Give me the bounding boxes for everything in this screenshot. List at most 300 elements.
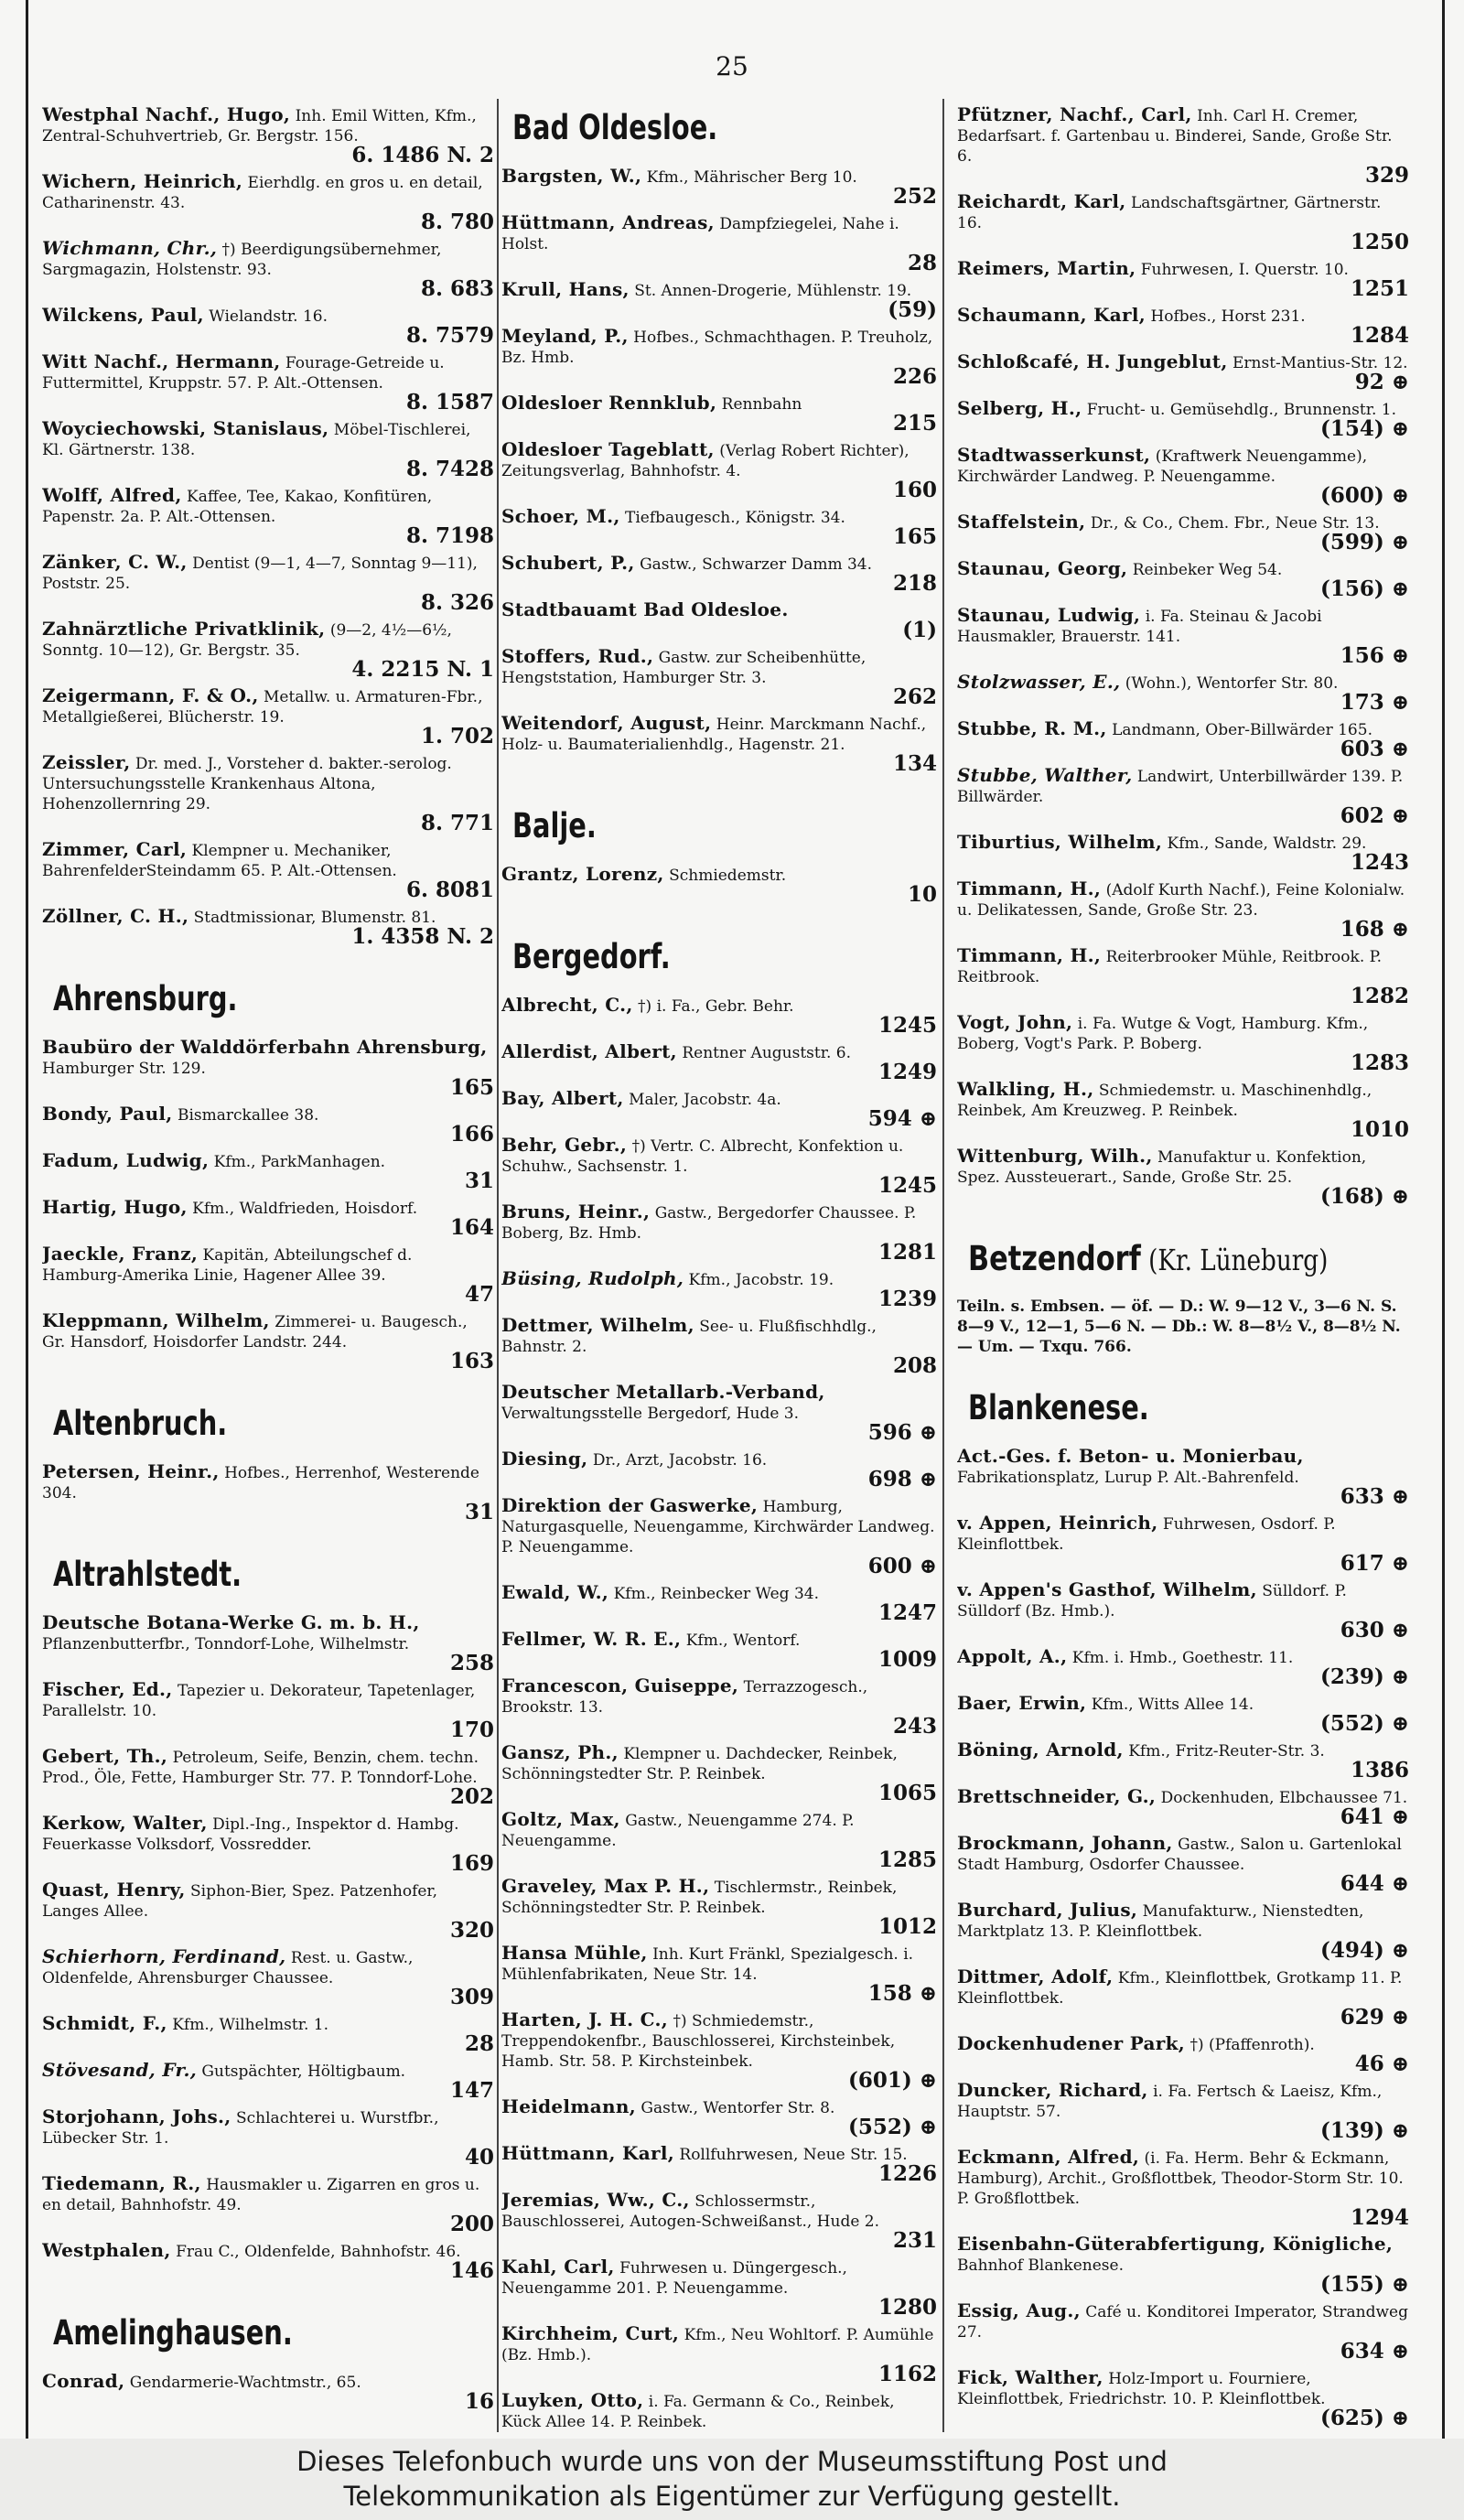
listing-name: Essig, Aug.,: [957, 2299, 1081, 2321]
listing-details: Dr. med. J., Vorsteher d. bakter.-serolog. Untersuchungsstelle Krankenhaus Altona, Hohenzollernring 29.: [42, 755, 452, 813]
phone-number: (1): [902, 618, 937, 642]
listing-name: Baer, Erwin,: [957, 1692, 1087, 1714]
listing-details: Rollfuhrwesen, Neue Str. 15.: [679, 2146, 908, 2164]
listing-name: Wichmann, Chr.,: [42, 237, 218, 259]
listing-name: Kirchheim, Curt,: [501, 2322, 680, 2344]
listing-entry: [957, 191, 1411, 253]
phone-number: 698 ⊕: [867, 1467, 937, 1492]
listing-name: Zeissler,: [42, 751, 131, 773]
phone-number: 641 ⊕: [1340, 1804, 1409, 1829]
listing-entry: [501, 1088, 939, 1130]
phone-number: 163: [449, 1349, 494, 1373]
listing-name: Duncker, Richard,: [957, 2079, 1148, 2101]
listing-details: Stadtmissionar, Blumenstr. 81.: [193, 909, 436, 927]
listing-entry: [42, 305, 496, 347]
phone-number: 329: [1364, 163, 1409, 188]
listing-name: Gansz, Ph.,: [501, 1741, 619, 1763]
listing-name: Jaeckle, Franz,: [42, 1243, 199, 1265]
listing-name: v. Appen's Gasthof, Wilhelm,: [957, 1578, 1257, 1600]
listing-entry: [42, 1150, 496, 1192]
listing-details: Terrazzogesch., Brookstr. 13.: [501, 1678, 868, 1717]
listing-name: Zahnärztliche Privatklinik,: [42, 618, 326, 640]
listing-entry: [42, 104, 496, 167]
section-heading: [512, 937, 845, 976]
listing-entry: [957, 104, 1411, 187]
listing-name: Schierhorn, Ferdinand,: [42, 1945, 286, 1967]
phone-number: 1285: [877, 1847, 937, 1872]
listing-details: Gastw., Schwarzer Damm 34.: [640, 555, 873, 574]
phone-number: 262: [892, 684, 937, 709]
listing-name: Woyciechowski, Stanislaus,: [42, 417, 329, 439]
phone-number: 169: [449, 1851, 494, 1876]
listing-entry: [501, 1382, 939, 1444]
listing-entry: [501, 864, 939, 906]
listing-entry: [501, 166, 939, 208]
listing-entry: [42, 2106, 496, 2169]
phone-number: 165: [449, 1075, 494, 1100]
phone-number: 218: [892, 571, 937, 596]
phone-number: 46 ⊕: [1354, 2052, 1409, 2076]
listing-name: Stolzwasser, E.,: [957, 671, 1121, 693]
listing-details: Tiefbaugesch., Königstr. 34.: [625, 509, 845, 527]
listing-details: Kfm., Fritz-Reuter-Str. 3.: [1128, 1742, 1325, 1761]
section-heading: [512, 108, 845, 147]
listing-details: Dampfziegelei, Nahe i. Holst.: [501, 215, 899, 253]
listing-details: Reinbeker Weg 54.: [1132, 561, 1283, 579]
listing-entry: [501, 1201, 939, 1264]
listing-entry: [957, 512, 1411, 554]
listing-details: Rest. u. Gastw., Oldenfelde, Ahrensburger Chaussee.: [42, 1949, 414, 1987]
phone-number: 630 ⊕: [1340, 1618, 1409, 1642]
listing-name: Reimers, Martin,: [957, 257, 1136, 279]
phone-number: 1245: [877, 1013, 937, 1038]
listing-details: Tischlermstr., Reinbek, Schönningstedter Str. P. Reinbek.: [501, 1879, 898, 1917]
listing-name: Dittmer, Adolf,: [957, 1965, 1114, 1987]
phone-number: 28: [907, 251, 937, 275]
section-name: Betzendorf: [968, 1239, 1141, 1278]
listing-entry: [501, 713, 939, 775]
listing-entry: [501, 1943, 939, 2005]
listing-details: Kapitän, Abteilungschef d. Hamburg-Amerika Linie, Hagener Allee 39.: [42, 1246, 413, 1285]
listing-details: Landmann, Ober-Billwärder 165.: [1112, 721, 1372, 739]
phone-number: 8. 7579: [405, 323, 494, 348]
phone-number: 10: [907, 882, 937, 907]
phone-number: 28: [464, 2031, 494, 2056]
listing-details: (i. Fa. Herm. Behr & Eckmann, Hamburg), Archit., Großflottbek, Theodor-Storm Str. 10. P. Großflottbek.: [957, 2149, 1404, 2208]
listing-details: Gutspächter, Höltigbaum.: [201, 2062, 406, 2081]
listing-details: Hofbes., Horst 231.: [1150, 307, 1306, 326]
listing-entry: [501, 279, 939, 321]
listing-name: Appolt, A.,: [957, 1645, 1068, 1667]
phone-number: (625) ⊕: [1319, 2406, 1409, 2428]
section-heading: [968, 1239, 1331, 1278]
listing-name: Graveley, Max P. H.,: [501, 1875, 710, 1897]
listing-name: Westphal Nachf., Hugo,: [42, 104, 291, 125]
listing-details: (Kraftwerk Neuengamme), Kirchwärder Landweg. P. Neuengamme.: [957, 447, 1368, 486]
listing-entry: [501, 2256, 939, 2319]
listing-entry: [501, 506, 939, 548]
phone-number: 1247: [877, 1600, 937, 1625]
listing-name: Walkling, H.,: [957, 1078, 1094, 1100]
section-heading: [53, 2313, 399, 2353]
phone-number: 156 ⊕: [1340, 643, 1409, 668]
listing-details: Kfm., Sande, Waldstr. 29.: [1167, 835, 1367, 853]
listing-name: Tiedemann, R.,: [42, 2172, 201, 2194]
listing-entry: [501, 2096, 939, 2138]
listing-name: Baubüro der Walddörferbahn Ahrensburg,: [42, 1036, 488, 1058]
listing-details: Manufaktur u. Konfektion, Spez. Aussteuerart., Sande, Große Str. 25.: [957, 1148, 1367, 1187]
listing-entry: [957, 305, 1411, 347]
phone-number: (601) ⊕: [847, 2068, 937, 2093]
listing-details: i. Fa. Wutge & Vogt, Hamburg. Kfm., Boberg, Vogt's Park. P. Boberg.: [957, 1015, 1369, 1053]
phone-number: 4. 2215 N. 1: [351, 657, 494, 682]
listing-details: Kfm., Wentorf.: [685, 1632, 801, 1650]
phone-number: 603 ⊕: [1340, 737, 1409, 761]
phone-number: 160: [892, 478, 937, 502]
phone-number: 231: [892, 2228, 937, 2253]
listing-name: Gebert, Th.,: [42, 1745, 168, 1767]
listing-name: Grantz, Lorenz,: [501, 863, 664, 885]
listing-name: Schoer, M.,: [501, 505, 620, 527]
listing-entry: [42, 1879, 496, 1942]
listing-details: Schlossermstr., Bauschlosserei, Autogen-Schweißanst., Hude 2.: [501, 2192, 880, 2231]
listing-entry: [501, 439, 939, 501]
listing-name: Böning, Arnold,: [957, 1739, 1124, 1761]
listing-name: Allerdist, Albert,: [501, 1040, 677, 1062]
listing-entry: [501, 553, 939, 595]
listing-entry: [957, 2147, 1411, 2229]
listing-entry: [501, 1809, 939, 1871]
listing-entry: [42, 2173, 496, 2235]
listing-entry: [501, 326, 939, 388]
listing-entry: [501, 393, 939, 435]
listing-details: Hofbes., Herrenhof, Westerende 304.: [42, 1464, 479, 1502]
section-heading: [53, 1555, 399, 1594]
listing-details: Landschaftsgärtner, Gärtnerstr. 16.: [957, 194, 1382, 232]
listing-entry: [501, 1268, 939, 1310]
phone-number: 215: [892, 411, 937, 436]
listing-details: Gendarmerie-Wachtmstr., 65.: [129, 2374, 361, 2392]
listing-details: Frau C., Oldenfelde, Bahnhofstr. 46.: [176, 2243, 461, 2261]
listing-details: Dockenhuden, Elbchaussee 71.: [1160, 1789, 1408, 1807]
listing-entry: [957, 2033, 1411, 2075]
listing-details: Hamburg, Naturgasquelle, Neuengamme, Kirchwärder Landweg. P. Neuengamme.: [501, 1498, 935, 1556]
section-name: Bad Oldesloe.: [512, 108, 718, 147]
listing-details: Fourage-Getreide u. Futtermittel, Kruppstr. 57. P. Alt.-Ottensen.: [42, 354, 445, 393]
listing-entry: [42, 1197, 496, 1239]
listing-entry: [957, 558, 1411, 600]
listing-details: Inh. Emil Witten, Kfm., Zentral-Schuhvertrieb, Gr. Bergstr. 156.: [42, 107, 477, 145]
listing-entry: [42, 1461, 496, 1524]
listing-details: See- u. Flußfischhdlg., Bahnstr. 2.: [501, 1318, 877, 1356]
phone-number: 1294: [1350, 2205, 1409, 2230]
phone-number: 1245: [877, 1173, 937, 1198]
listing-entry: [957, 945, 1411, 1007]
phone-number: 1281: [877, 1240, 937, 1265]
phone-number: 1065: [877, 1781, 937, 1805]
listing-entry: [42, 1746, 496, 1808]
phone-number: (155) ⊕: [1319, 2272, 1409, 2297]
archive-notice: [0, 2439, 1464, 2520]
phone-number: 644 ⊕: [1340, 1871, 1409, 1896]
listing-name: Büsing, Rudolph,: [501, 1267, 684, 1289]
phone-number: 146: [449, 2258, 494, 2283]
listing-name: Krull, Hans,: [501, 278, 630, 300]
listing-details: Frucht- u. Gemüsehdlg., Brunnenstr. 1.: [1086, 401, 1397, 419]
listing-details: Kfm., Waldfrieden, Hoisdorf.: [192, 1200, 418, 1218]
listing-entry: [957, 1966, 1411, 2029]
listing-entry: [501, 1041, 939, 1083]
listing-entry: [501, 1629, 939, 1671]
listing-name: Stubbe, R. M.,: [957, 717, 1107, 739]
listing-entry: [957, 1146, 1411, 1208]
listing-name: Goltz, Max,: [501, 1808, 620, 1830]
phone-number: 1280: [877, 2295, 937, 2320]
listing-details: Möbel-Tischlerei, Kl. Gärtnerstr. 138.: [42, 421, 471, 459]
column-rule: [497, 99, 499, 2432]
listing-name: Schloßcafé, H. Jungeblut,: [957, 350, 1228, 372]
listing-name: Stövesand, Fr.,: [42, 2059, 198, 2081]
listing-name: Hansa Mühle,: [501, 1942, 648, 1964]
listing-name: v. Appen, Heinrich,: [957, 1512, 1158, 1534]
phone-number: 6. 1486 N. 2: [351, 143, 494, 167]
listing-details: i. Fa. Fertsch & Laeisz, Kfm., Hauptstr. 57.: [957, 2083, 1383, 2121]
listing-name: Eisenbahn-Güterabfertigung, Königliche,: [957, 2233, 1394, 2255]
listing-entry: [501, 2143, 939, 2185]
listing-name: Brockmann, Johann,: [957, 1832, 1173, 1854]
listing-details: Eierhdlg. en gros u. en detail, Catharinenstr. 43.: [42, 174, 483, 212]
listing-details: Klempner u. Mechaniker, BahrenfelderSteindamm 65. P. Alt.-Ottensen.: [42, 842, 397, 880]
listing-entry: [501, 212, 939, 275]
listing-entry: [501, 2009, 939, 2092]
phone-number: 634 ⊕: [1340, 2339, 1409, 2364]
listing-entry: [957, 2367, 1411, 2428]
listing-name: Timmann, H.,: [957, 944, 1102, 966]
phone-number: 147: [449, 2078, 494, 2103]
listing-name: Act.-Ges. f. Beton- u. Monierbau,: [957, 1445, 1304, 1467]
listing-details: Metallw. u. Armaturen-Fbr., Metallgießerei, Blücherstr. 19.: [42, 688, 483, 727]
archive-notice-line-1: Dieses Telefonbuch wurde uns von der Museumsstiftung Post und: [296, 2446, 1168, 2477]
phone-number: (599) ⊕: [1319, 530, 1409, 555]
listing-name: Stubbe, Walther,: [957, 764, 1133, 786]
listing-name: Oldesloer Rennklub,: [501, 392, 717, 414]
listing-entry: [42, 752, 496, 835]
section-name: Altrahlstedt.: [53, 1555, 242, 1594]
listing-name: Hartig, Hugo,: [42, 1196, 188, 1218]
listing-details: Kfm., ParkManhagen.: [213, 1153, 386, 1171]
listing-name: Stadtbauamt Bad Oldesloe.: [501, 598, 789, 620]
phone-number: 173 ⊕: [1340, 690, 1409, 715]
listing-entry: [501, 1582, 939, 1624]
listing-details: Kfm., Wilhelmstr. 1.: [172, 2016, 328, 2034]
phone-number: 596 ⊕: [867, 1420, 937, 1445]
listing-name: Staunau, Ludwig,: [957, 604, 1141, 626]
phone-number: 202: [449, 1784, 494, 1809]
phone-number: 168 ⊕: [1340, 917, 1409, 942]
listing-details: Fuhrwesen u. Düngergesch., Neuengamme 201. P. Neuengamme.: [501, 2259, 847, 2298]
phone-number: 1226: [877, 2161, 937, 2186]
listing-details: Kfm., Neu Wohltorf. P. Aumühle (Bz. Hmb.).: [501, 2326, 934, 2364]
listing-entry: [501, 995, 939, 1037]
phone-number: 31: [464, 1500, 494, 1524]
listing-entry: [957, 605, 1411, 667]
listing-entry: [501, 2390, 939, 2428]
listing-entry: [42, 418, 496, 480]
listing-entry: [42, 1679, 496, 1741]
listing-entry: [957, 832, 1411, 874]
listing-details: Verwaltungsstelle Bergedorf, Hude 3.: [501, 1405, 800, 1423]
listing-entry: [501, 1315, 939, 1377]
listing-entry: [501, 1675, 939, 1738]
listing-entry: [501, 599, 939, 641]
listing-name: Storjohann, Johs.,: [42, 2105, 231, 2127]
listing-name: Hüttmann, Karl,: [501, 2142, 674, 2164]
listing-name: Heidelmann,: [501, 2095, 636, 2117]
listing-name: Tiburtius, Wilhelm,: [957, 831, 1163, 853]
listing-name: Kahl, Carl,: [501, 2256, 615, 2278]
listing-name: Pfützner, Nachf., Carl,: [957, 104, 1192, 125]
phone-number: 1283: [1350, 1050, 1409, 1075]
phone-number: 243: [892, 1714, 937, 1739]
listing-name: Schaumann, Karl,: [957, 304, 1146, 326]
phone-number: 1243: [1350, 850, 1409, 875]
phone-number: 1009: [877, 1647, 937, 1672]
phone-number: 92 ⊕: [1354, 370, 1409, 394]
listing-name: Fadum, Ludwig,: [42, 1149, 210, 1171]
phone-number: 1239: [877, 1287, 937, 1311]
listing-entry: [957, 1900, 1411, 1962]
listing-name: Wolff, Alfred,: [42, 484, 182, 506]
column-1: [42, 104, 496, 2428]
phone-number: 165: [892, 524, 937, 549]
listing-entry: [957, 878, 1411, 941]
listing-name: Brettschneider, G.,: [957, 1785, 1157, 1807]
phone-number: 16: [464, 2389, 494, 2414]
listing-entry: [42, 485, 496, 547]
phone-number: 31: [464, 1168, 494, 1193]
listing-details: Fuhrwesen, Osdorf. P. Kleinflottbek.: [957, 1515, 1336, 1554]
listing-details: Manufakturw., Nienstedten, Marktplatz 13. P. Kleinflottbek.: [957, 1902, 1364, 1941]
phone-number: 617 ⊕: [1340, 1551, 1409, 1576]
listing-entry: [42, 906, 496, 948]
listing-name: Vogt, John,: [957, 1011, 1073, 1033]
listing-details: Schlachterei u. Wurstfbr., Lübecker Str. 1.: [42, 2109, 439, 2148]
listing-entry: [957, 1693, 1411, 1735]
section-heading: [53, 979, 399, 1018]
listing-entry: [501, 1448, 939, 1491]
listing-entry: [957, 2080, 1411, 2142]
phone-number: 164: [449, 1215, 494, 1240]
listing-details: Gastw., Wentorfer Str. 8.: [640, 2099, 835, 2117]
phone-number: (239) ⊕: [1319, 1664, 1409, 1689]
listing-entry: [42, 2013, 496, 2055]
listing-name: Timmann, H.,: [957, 878, 1102, 899]
listing-details: Hofbes., Schmachthagen. P. Treuholz, Bz. Hmb.: [501, 328, 933, 367]
listing-name: Schmidt, F.,: [42, 2012, 167, 2034]
listing-name: Albrecht, C.,: [501, 994, 633, 1016]
phone-number: 633 ⊕: [1340, 1484, 1409, 1509]
listing-details: Tapezier u. Dekorateur, Tapetenlager, Parallelstr. 10.: [42, 1682, 476, 1720]
exchange-info: Teiln. s. Embsen. — öf. — D.: W. 9—12 V., 3—6 N. S. 8—9 V., 12—1, 5—6 N. — Db.: W. 8—8½ V., 8—8½ N. — Um. — Txqu. 766.: [957, 1298, 1401, 1356]
listing-details: Bismarckallee 38.: [177, 1106, 319, 1125]
phone-number: 1010: [1350, 1117, 1409, 1142]
phone-number: 47: [464, 1282, 494, 1307]
listing-details: Gastw., Bergedorfer Chaussee. P. Boberg, Bz. Hmb.: [501, 1204, 917, 1243]
listing-details: (9—2, 4½—6½, Sonntg. 10—12), Gr. Bergstr. 35.: [42, 621, 452, 660]
phone-number: 309: [449, 1985, 494, 2009]
listing-details: Dr., Arzt, Jacobstr. 16.: [592, 1451, 768, 1470]
listing-name: Bruns, Heinr.,: [501, 1201, 651, 1222]
phone-number: 200: [449, 2212, 494, 2236]
section-name: Amelinghausen.: [53, 2313, 293, 2353]
listing-details: Gastw., Neuengamme 274. P. Neuengamme.: [501, 1812, 855, 1850]
phone-number: (156) ⊕: [1319, 576, 1409, 601]
phone-number: (168) ⊕: [1319, 1184, 1409, 1209]
listing-name: Bondy, Paul,: [42, 1103, 173, 1125]
page-right-edge: [1442, 0, 1445, 2439]
column-rule: [942, 99, 944, 2432]
listing-details: (Wohn.), Wentorfer Str. 80.: [1125, 674, 1339, 693]
phone-number: 1162: [877, 2362, 937, 2386]
section-name: Blankenese.: [968, 1388, 1149, 1427]
listing-details: Sülldorf. P. Sülldorf (Bz. Hmb.).: [957, 1582, 1347, 1621]
listing-entry: [501, 1495, 939, 1578]
listing-details: †) Beerdigungsübernehmer, Sargmagazin, Holstenstr. 93.: [42, 241, 442, 279]
phone-number: 8. 771: [420, 811, 494, 835]
listing-entry: [42, 351, 496, 414]
listing-details: i. Fa. Germann & Co., Reinbek, Kück Allee 14. P. Reinbek.: [501, 2393, 895, 2428]
phone-number: 8. 1587: [405, 390, 494, 415]
listing-details: Inh. Kurt Fränkl, Spezialgesch. i. Mühlenfabrikaten, Neue Str. 14.: [501, 1945, 914, 1984]
phone-number: 252: [892, 184, 937, 209]
listing-entry: [42, 2060, 496, 2102]
listing-name: Behr, Gebr.,: [501, 1134, 628, 1156]
listing-details: i. Fa. Steinau & Jacobi Hausmakler, Brauerstr. 141.: [957, 608, 1322, 646]
listing-entry: [501, 1876, 939, 1938]
listing-entry: [501, 646, 939, 708]
phone-number: (552) ⊕: [847, 2115, 937, 2139]
listing-name: Dockenhudener Park,: [957, 2032, 1186, 2054]
listing-details: Café u. Konditorei Imperator, Strandweg 27.: [957, 2303, 1408, 2342]
listing-entry: [42, 1310, 496, 1373]
listing-name: Zeigermann, F. & O.,: [42, 684, 259, 706]
listing-details: (Adolf Kurth Nachf.), Feine Kolonialw. u. Delikatessen, Sande, Große Str. 23.: [957, 881, 1405, 920]
listing-details: †) (Pfaffenroth).: [1190, 2036, 1315, 2054]
phone-number: 1249: [877, 1060, 937, 1084]
listing-details: Kfm., Jacobstr. 19.: [688, 1271, 834, 1289]
listing-name: Staffelstein,: [957, 511, 1086, 533]
section-heading: [968, 1388, 1314, 1427]
archive-notice-line-2: Telekommunikation als Eigentümer zur Verfügung gestellt.: [343, 2481, 1121, 2512]
listing-details: †) Schmiedemstr., Treppendokenfbr., Bauschlosserei, Kirchsteinbek, Hamb. Str. 58. P. Kirchsteinbek.: [501, 2012, 896, 2071]
listing-entry: [42, 1244, 496, 1306]
phone-number: (494) ⊕: [1319, 1938, 1409, 1963]
listing-details: Kfm. i. Hmb., Goethestr. 11.: [1071, 1649, 1294, 1667]
listing-name: Fischer, Ed.,: [42, 1678, 173, 1700]
listing-details: Inh. Carl H. Cremer, Bedarfsart. f. Gartenbau u. Binderei, Sande, Große Str. 6.: [957, 107, 1393, 166]
listing-name: Eckmann, Alfred,: [957, 2146, 1140, 2168]
phone-number: 8. 7198: [405, 523, 494, 548]
phone-number: 158 ⊕: [867, 1981, 937, 2006]
listing-details: Hamburger Str. 129.: [42, 1060, 206, 1078]
listing-name: Kerkow, Walter,: [42, 1812, 208, 1834]
listing-details: Schmiedemstr.: [669, 867, 787, 885]
phone-number: 8. 683: [420, 276, 494, 301]
listing-entry: [957, 1446, 1411, 1508]
listing-name: Hüttmann, Andreas,: [501, 211, 715, 233]
listing-details: Rennbahn: [721, 395, 802, 414]
listing-name: Deutsche Botana-Werke G. m. b. H.,: [42, 1611, 420, 1633]
